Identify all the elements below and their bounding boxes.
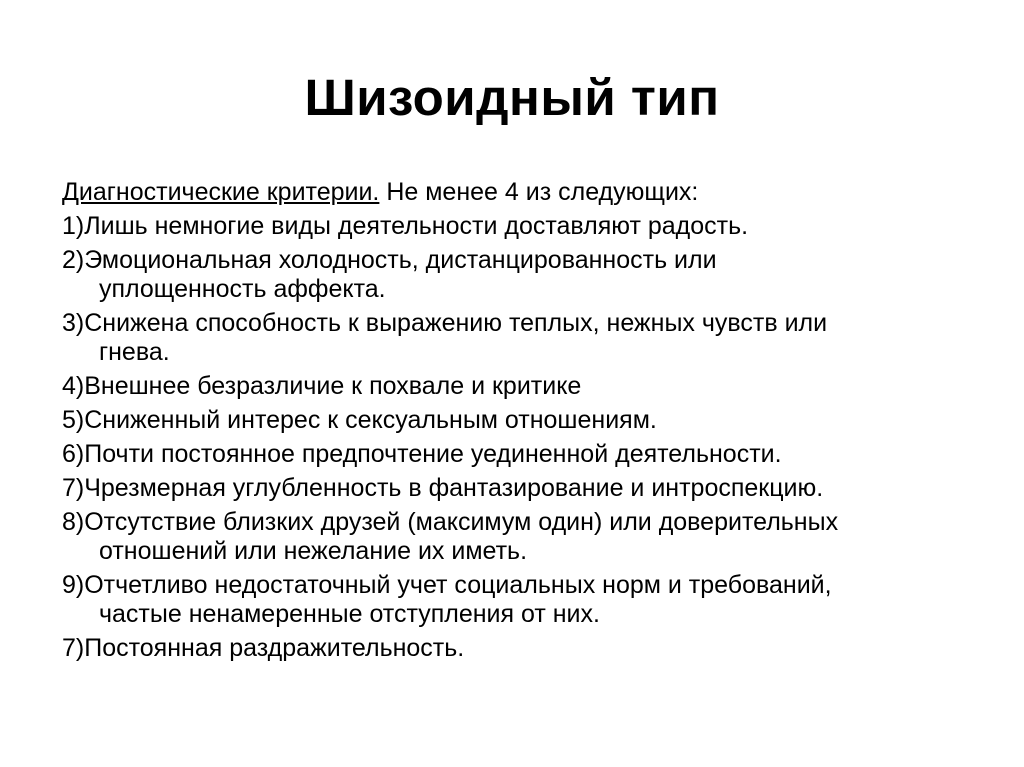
criteria-intro-text: Не менее 4 из следующих: xyxy=(379,178,699,206)
criterion-text: 7)Чрезмерная углубленность в фантазирование и интроспекцию. xyxy=(62,474,824,502)
criterion-item xyxy=(62,246,972,304)
criterion-text-continuation: гнева. xyxy=(99,338,170,366)
criterion-item xyxy=(62,406,972,435)
criterion-text-continuation: частые ненамеренные отступления от них. xyxy=(99,600,600,628)
criterion-item xyxy=(62,309,972,367)
criterion-text-continuation: отношений или нежелание их иметь. xyxy=(99,537,528,565)
slide-title: Шизоидный тип xyxy=(304,69,720,126)
criteria-block xyxy=(62,178,972,668)
criterion-text: 2)Эмоциональная холодность, дистанцированность или xyxy=(62,246,717,274)
criterion-item xyxy=(62,212,972,241)
criterion-item xyxy=(62,634,972,663)
criterion-text: 8)Отсутствие близких друзей (максимум один) или доверительных xyxy=(62,508,839,536)
criteria-intro xyxy=(62,178,972,207)
criteria-label: Диагностические критерии. xyxy=(62,178,380,206)
criterion-text: 3)Снижена способность к выражению теплых, нежных чувств или xyxy=(62,309,828,337)
criterion-text: 4)Внешнее безразличие к похвале и критике xyxy=(62,372,582,400)
criterion-text: 5)Сниженный интерес к сексуальным отношениям. xyxy=(62,406,657,434)
criterion-text: 9)Отчетливо недостаточный учет социальных норм и требований, xyxy=(62,571,832,599)
criterion-text: 7)Постоянная раздражительность. xyxy=(62,634,465,662)
criterion-text: 6)Почти постоянное предпочтение уединенной деятельности. xyxy=(62,440,782,468)
criterion-item xyxy=(62,372,972,401)
criterion-item xyxy=(62,571,972,629)
criterion-text-continuation: уплощенность аффекта. xyxy=(99,275,386,303)
criterion-item xyxy=(62,440,972,469)
criterion-text: 1)Лишь немногие виды деятельности доставляют радость. xyxy=(62,212,749,240)
criterion-item xyxy=(62,508,972,566)
criterion-item xyxy=(62,474,972,503)
